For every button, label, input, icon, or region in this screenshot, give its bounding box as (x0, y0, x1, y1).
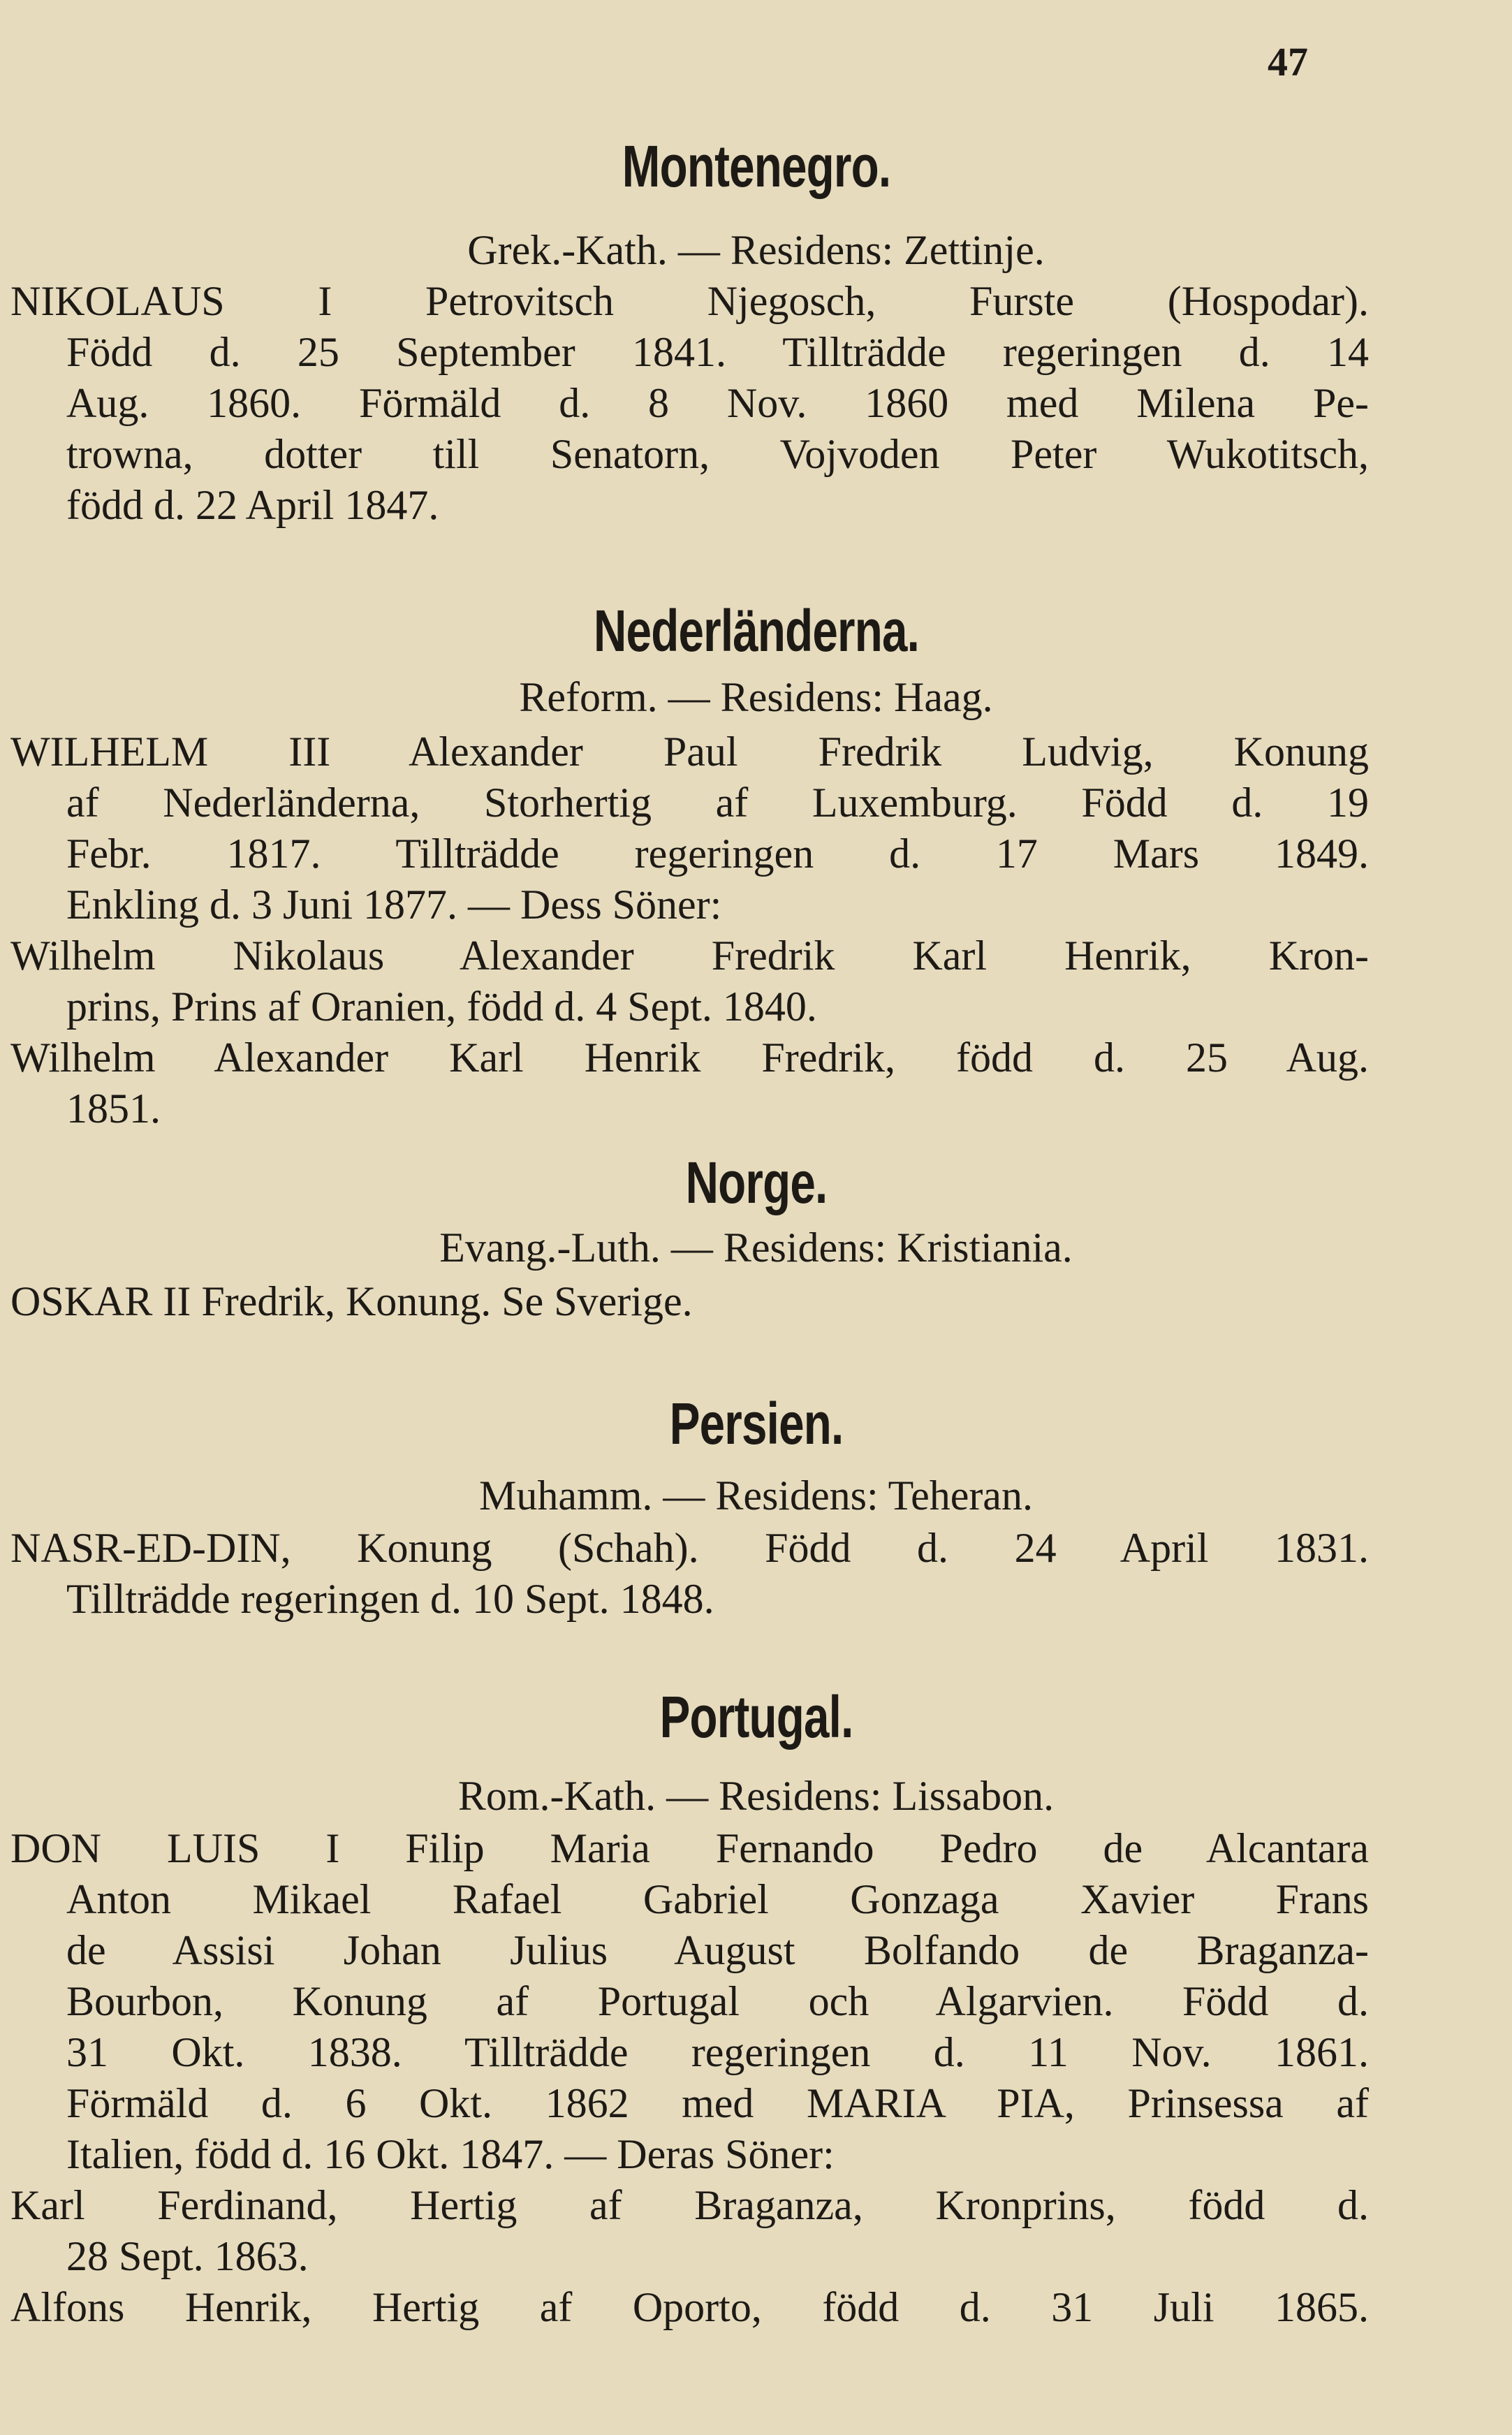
montenegro-line: född d. 22 April 1847. (66, 482, 439, 528)
portugal-line: Förmäld d. 6 Okt. 1862 med MARIA PIA, Prinsessa af (66, 2080, 1369, 2126)
section-title-norge: Norge. (685, 1150, 828, 1215)
nederlanderna-line: Enkling d. 3 Juni 1877. — Dess Söner: (66, 882, 722, 928)
montenegro-line: Aug. 1860. Förmäld d. 8 Nov. 1860 med Milena Pe- (66, 380, 1369, 426)
persien-line: NASR-ED-DIN, Konung (Schah). Född d. 24 April 1831. (10, 1525, 1369, 1571)
nederlanderna-line: 1851. (66, 1085, 161, 1132)
section-title-nederlanderna: Nederländerna. (594, 598, 920, 664)
section-title-montenegro: Montenegro. (622, 133, 891, 199)
portugal-line: DON LUIS I Filip Maria Fernando Pedro de Alcantara (10, 1825, 1369, 1871)
page-number: 47 (1268, 39, 1308, 85)
portugal-line: 28 Sept. 1863. (66, 2233, 309, 2279)
portugal-line: Karl Ferdinand, Hertig af Braganza, Kronprins, född d. (10, 2182, 1369, 2228)
nederlanderna-line: Wilhelm Alexander Karl Henrik Fredrik, född d. 25 Aug. (10, 1034, 1369, 1081)
portugal-religion: Rom.-Kath. — Residens: Lissabon. (457, 1773, 1055, 1819)
portugal-line: Anton Mikael Rafael Gabriel Gonzaga Xavier Frans (66, 1876, 1369, 1922)
norge-line: OSKAR II Fredrik, Konung. Se Sverige. (10, 1278, 693, 1324)
norge-religion: Evang.-Luth. — Residens: Kristiania. (439, 1224, 1073, 1271)
portugal-line: de Assisi Johan Julius August Bolfando de Braganza- (66, 1927, 1369, 1973)
section-title-portugal: Portugal. (659, 1684, 853, 1750)
portugal-line: Bourbon, Konung af Portugal och Algarvien. Född d. (66, 1978, 1369, 2024)
nederlanderna-line: Febr. 1817. Tillträdde regeringen d. 17 Mars 1849. (66, 831, 1369, 877)
portugal-line: Italien, född d. 16 Okt. 1847. — Deras Söner: (66, 2131, 835, 2177)
persien-religion: Muhamm. — Residens: Teheran. (479, 1472, 1033, 1519)
nederlanderna-line: WILHELM III Alexander Paul Fredrik Ludvig, Konung (10, 729, 1369, 775)
section-title-persien: Persien. (669, 1391, 844, 1456)
nederlanderna-line: Wilhelm Nikolaus Alexander Fredrik Karl Henrik, Kron- (10, 933, 1369, 979)
portugal-line: 31 Okt. 1838. Tillträdde regeringen d. 11 Nov. 1861. (66, 2029, 1369, 2075)
montenegro-line: NIKOLAUS I Petrovitsch Njegosch, Furste (Hospodar). (10, 278, 1369, 324)
persien-line: Tillträdde regeringen d. 10 Sept. 1848. (66, 1576, 714, 1622)
nederlanderna-religion: Reform. — Residens: Haag. (519, 674, 993, 720)
nederlanderna-line: af Nederländerna, Storhertig af Luxemburg. Född d. 19 (66, 780, 1369, 826)
montenegro-religion: Grek.-Kath. — Residens: Zettinje. (467, 227, 1045, 273)
nederlanderna-line: prins, Prins af Oranien, född d. 4 Sept. 1840. (66, 983, 817, 1030)
montenegro-line: trowna, dotter till Senatorn, Vojvoden Peter Wukotitsch, (66, 431, 1369, 477)
portugal-line: Alfons Henrik, Hertig af Oporto, född d. 31 Juli 1865. (10, 2284, 1369, 2330)
montenegro-line: Född d. 25 September 1841. Tillträdde regeringen d. 14 (66, 329, 1369, 375)
